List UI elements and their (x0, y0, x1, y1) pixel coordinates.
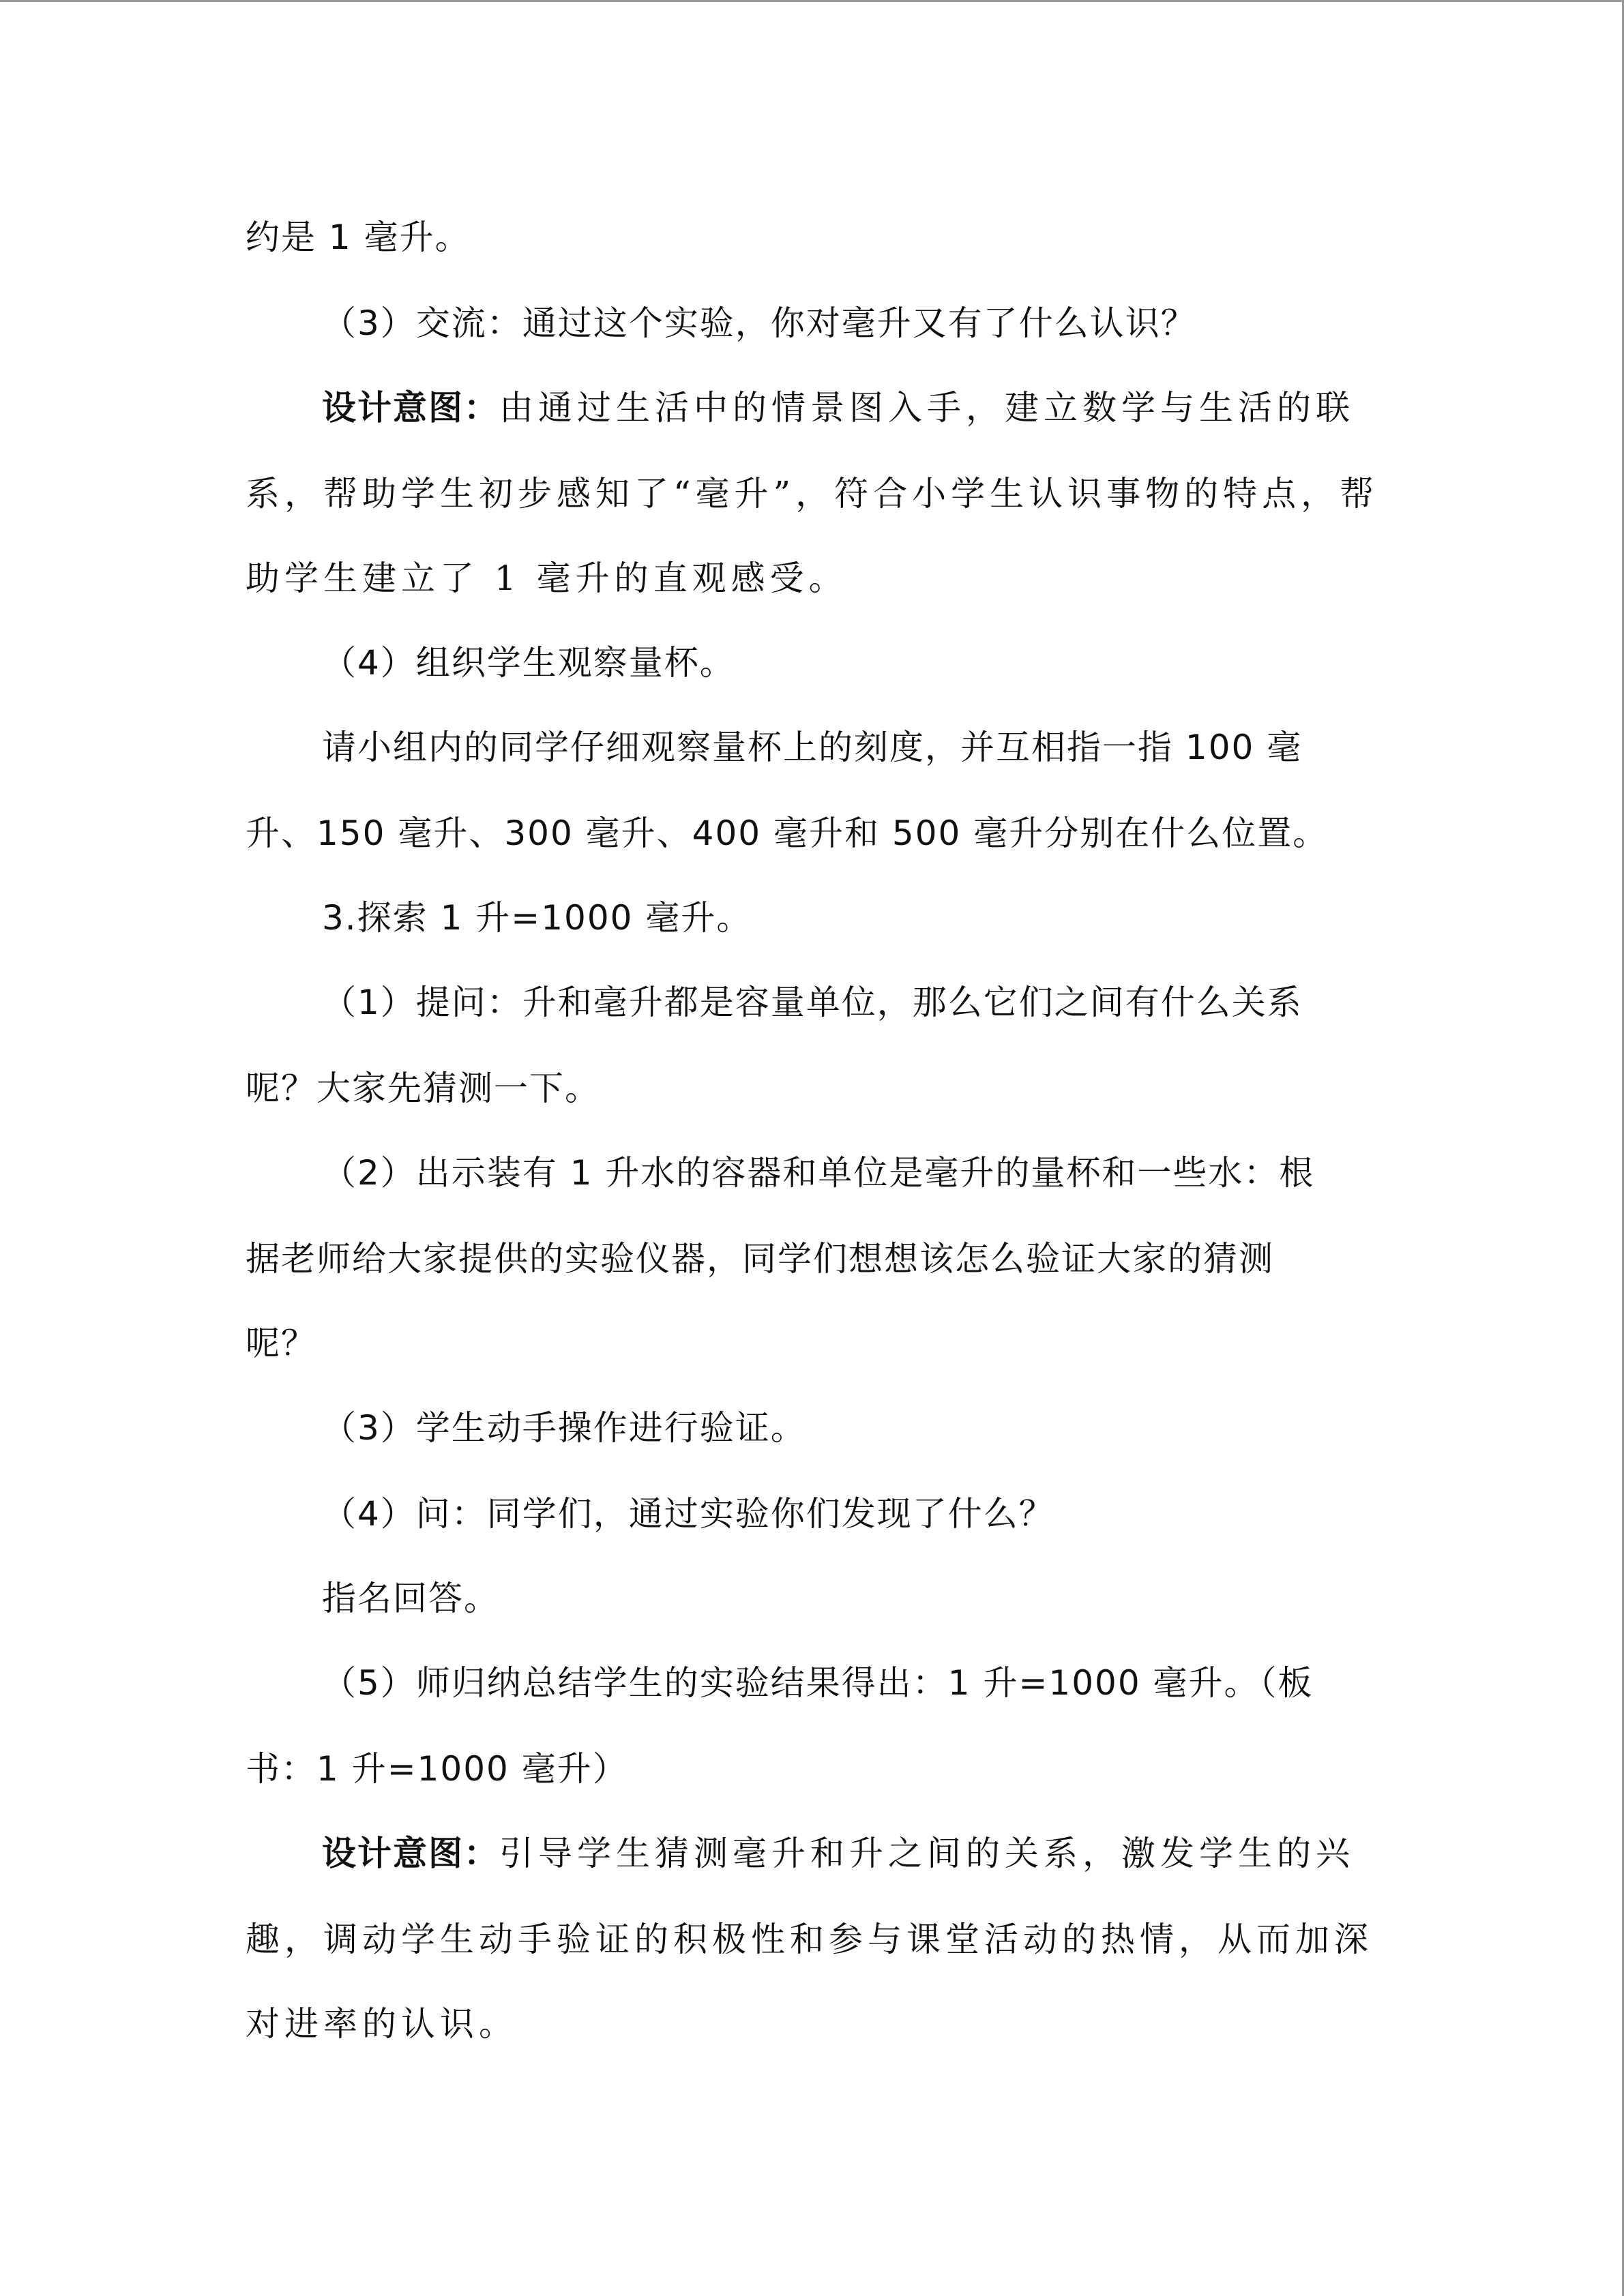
text-line: （4）组织学生观察量杯。 (322, 643, 735, 683)
text-line: （5）师归纳总结学生的实验结果得出：1 升=1000 毫升。（板 (322, 1663, 1314, 1703)
text-line: 呢？大家先猜测一下。 (246, 1069, 600, 1108)
text-line: 系，帮助学生初步感知了“毫升”，符合小学生认识事物的特点，帮 (246, 474, 1379, 513)
text-line: 升、150 毫升、300 毫升、400 毫升和 500 毫升分别在什么位置。 (246, 814, 1329, 853)
text-line: （3）交流：通过这个实验，你对毫升又有了什么认识？ (322, 303, 1196, 343)
text-line: 约是 1 毫升。 (246, 218, 471, 257)
text-line: 据老师给大家提供的实验仪器，同学们想想该怎么验证大家的猜测 (246, 1239, 1274, 1279)
design-intent-label: 设计意图： (322, 1833, 499, 1873)
text-line: 引导学生猜测毫升和升之间的关系，激发学生的兴 (499, 1834, 1355, 1873)
text-line: 书：1 升=1000 毫升） (246, 1749, 628, 1789)
section-heading: 3.探索 1 升=1000 毫升。 (322, 898, 752, 938)
design-intent-paragraph (322, 1833, 1355, 1874)
page-top-border (0, 0, 1624, 2)
design-intent-label: 设计意图： (322, 387, 499, 428)
text-line: 由通过生活中的情景图入手，建立数学与生活的联 (499, 388, 1355, 428)
text-line: 呢？ (246, 1324, 316, 1363)
text-line: 对进率的认识。 (246, 2004, 518, 2044)
design-intent-paragraph (322, 387, 1355, 428)
text-line: （4）问：同学们，通过实验你们发现了什么？ (322, 1494, 1054, 1534)
text-line: 趣，调动学生动手验证的积极性和参与课堂活动的热情，从而加深 (246, 1920, 1373, 1959)
text-line: 助学生建立了 1 毫升的直观感受。 (246, 558, 848, 598)
text-line: （2）出示装有 1 升水的容器和单位是毫升的量杯和一些水：根 (322, 1153, 1315, 1193)
text-line: （3）学生动手操作进行验证。 (322, 1408, 806, 1448)
text-line: 请小组内的同学仔细观察量杯上的刻度，并互相指一指 100 毫 (322, 728, 1303, 767)
text-line: 指名回答。 (322, 1579, 499, 1618)
text-line: （1）提问：升和毫升都是容量单位，那么它们之间有什么关系 (322, 983, 1303, 1022)
